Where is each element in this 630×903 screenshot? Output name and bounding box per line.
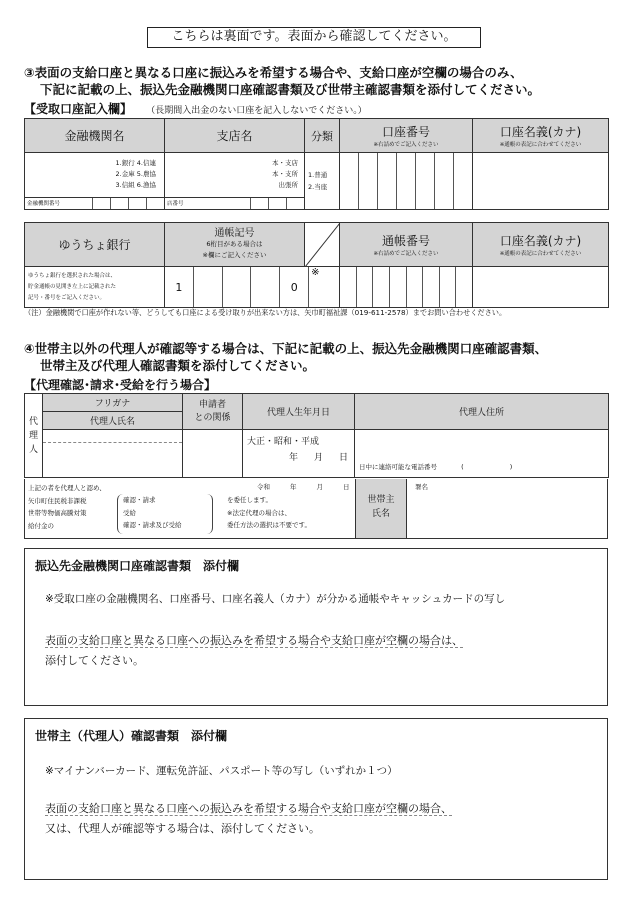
agent-name-input[interactable] [43, 430, 183, 478]
delegation-month-label: 月 [316, 483, 323, 491]
agent-table [24, 393, 609, 478]
account-number-header: 口座番号 [381, 125, 430, 139]
delegation-day-label: 日 [343, 483, 350, 491]
passbook-symbol-header: 通帳記号 [214, 228, 255, 239]
passbook-number-input[interactable] [340, 267, 473, 308]
address-input[interactable] [355, 430, 609, 478]
diagonal-line [305, 223, 340, 267]
passbook-symbol-input[interactable] [165, 267, 340, 308]
bank-type-2: 2.金庫 5.農協 [115, 170, 156, 179]
section4-heading-line2: 世帯主及び代理人確認書類を添付してください。 [40, 358, 316, 373]
branch-type-1: 本・支店 [272, 159, 298, 168]
era-options: 大正・昭和・平成 [247, 437, 320, 447]
section4-heading-line1: ④世帯主以外の代理人が確認等する場合は、下記に記載の上、振込先金融機関口座確認書類、 [24, 341, 548, 356]
branch-type-3: 出張所 [278, 181, 298, 190]
head-doc-instruction-line1: 表面の支給口座と異なる口座への振込みを希望する場合や支給口座が空欄の場合、 [45, 802, 452, 815]
account-number-header-cell [340, 119, 473, 153]
branch-code-label: 店番号 [167, 201, 184, 208]
passbook-symbol-note2: ※欄にご記入ください [202, 251, 267, 259]
yucho-instruction-line1: ゆうちょ銀行を選択された場合は、 [28, 272, 117, 279]
bank-code-input[interactable] [25, 197, 165, 209]
phone-paren-close: ) [509, 463, 513, 471]
birthdate-header: 代理人生年月日 [243, 394, 355, 430]
delegation-option-both[interactable]: 確認・請求及び受給 [123, 521, 182, 529]
yucho-name-header: 口座名義(カナ) [499, 234, 582, 248]
section3-heading [24, 64, 614, 98]
account-type-current: 2.当座 [308, 183, 328, 191]
yucho-table [24, 222, 609, 308]
head-doc-instruction [45, 799, 452, 839]
section4-subtitle: 【代理確認･請求･受給を行う場合】 [24, 378, 217, 392]
yucho-bank-label: ゆうちょ銀行 [25, 223, 165, 267]
passbook-number-header-cell [340, 223, 473, 267]
passbook-number-note: ※右詰めでご記入ください [373, 251, 439, 257]
symbol-digit-1: 1 [175, 280, 183, 294]
delegation-line3: 世帯等物価高騰対策 [28, 509, 87, 517]
bank-account-table [24, 118, 609, 210]
yucho-name-input[interactable] [473, 267, 609, 308]
branch-type-2: 本・支所 [272, 170, 298, 179]
delegation-line4: 給付金の [28, 521, 54, 530]
relation-label1: 申請者 [198, 399, 226, 410]
branch-name-input-cell[interactable] [165, 153, 305, 198]
account-number-input[interactable] [340, 153, 473, 210]
bank-doc-note: ※受取口座の金融機関名、口座番号、口座名義人（カナ）が分かる通帳やキャッシュカードの写し [45, 593, 506, 605]
bank-doc-instruction [45, 631, 463, 671]
account-name-note: ※通帳の表記に合わせてください [499, 142, 582, 148]
yucho-instructions [25, 267, 165, 308]
agent-name-label: 代理人氏名 [43, 412, 183, 430]
head-doc-instruction-line2: 又は、代理人が確認等する場合は、添付してください。 [45, 822, 320, 835]
delegation-year-label: 年 [290, 483, 297, 491]
delegation-right-line1: を委任します。 [227, 496, 272, 504]
section3-subtitle: 【受取口座記入欄】 [24, 102, 133, 116]
agent-side-char3: 人 [28, 444, 38, 455]
agent-side-char2: 理 [28, 430, 38, 441]
head-doc-note: ※マイナンバーカード、運転免許証、パスポート等の写し（いずれか１つ） [45, 765, 398, 777]
agent-side-char1: 代 [28, 416, 38, 427]
branch-name-header: 支店名 [165, 119, 305, 153]
bank-doc-title: 振込先金融機関口座確認書類 添付欄 [35, 559, 240, 573]
symbol-extra-mark: ※ [308, 267, 339, 307]
account-type-ordinary: 1.普通 [308, 171, 328, 179]
phone-paren-open: ( [461, 463, 464, 471]
bank-type-1: 1.銀行 4.信連 [115, 159, 156, 168]
yucho-instruction-line2: 貯金通帳の見開き左上に記載された [28, 283, 117, 290]
section3-heading-line1: ③表面の支給口座と異なる口座に振込みを希望する場合や、支給口座が空欄の場合のみ、 [24, 65, 523, 80]
bank-doc-instruction-line2: 添付してください。 [45, 654, 144, 667]
relation-header [183, 394, 243, 430]
head-doc-title: 世帯主（代理人）確認書類 添付欄 [35, 729, 228, 743]
yucho-name-header-cell [473, 223, 609, 267]
section3-heading-line2: 下記に記載の上、振込先金融機関口座確認書類及び世帯主確認書類を添付してください。 [40, 82, 541, 97]
account-type-cell[interactable] [305, 153, 340, 210]
delegation-option-receive[interactable]: 受給 [123, 508, 136, 517]
relation-input[interactable] [183, 430, 243, 478]
passbook-symbol-note1: 6桁目がある場合は [206, 240, 263, 248]
phone-label: 日中に連絡可能な電話番号 [359, 463, 437, 471]
passbook-symbol-header-cell [165, 223, 305, 267]
birthdate-input[interactable] [243, 430, 355, 478]
signature-label: 署名 [415, 483, 428, 491]
branch-code-input[interactable] [165, 197, 305, 209]
delegation-options[interactable] [123, 494, 182, 532]
delegation-block [24, 479, 608, 539]
account-name-header-cell [473, 119, 609, 153]
account-number-note: ※右詰めでご記入ください [373, 142, 439, 148]
address-header: 代理人住所 [355, 394, 609, 430]
section4-heading [24, 340, 614, 374]
yucho-instruction-line3: 記号・番号をご記入ください。 [28, 294, 106, 301]
birth-year-label: 年 [288, 453, 298, 463]
delegation-right-text [227, 494, 311, 532]
bank-type-3: 3.信組 6.漁協 [115, 181, 156, 190]
head-label2: 氏名 [371, 509, 390, 519]
bank-doc-attachment-box[interactable] [24, 548, 608, 706]
section3-footnote: （注）金融機関で口座が作れない等、どうしても口座による受け取りが出来ない方は、矢巾町福祉課（019-611-2578）までお問い合わせください。 [24, 308, 507, 317]
delegation-right-line2: ※法定代理の場合は、 [227, 508, 291, 517]
section3-subtitle-note: （長期間入出金のない口座を記入しないでください。） [146, 106, 367, 116]
delegation-line1: 上記の者を代理人と認め、 [28, 484, 106, 492]
back-side-notice: こちらは裏面です。表面から確認してください。 [147, 27, 481, 48]
bank-doc-instruction-line1: 表面の支給口座と異なる口座への振込みを希望する場合や支給口座が空欄の場合は、 [45, 634, 463, 647]
head-label1: 世帯主 [367, 495, 395, 505]
account-name-input[interactable] [473, 153, 609, 210]
passbook-number-header: 通帳番号 [381, 234, 430, 248]
furigana-label: フリガナ [43, 394, 183, 412]
delegation-line2: 矢巾町住民税非課税 [28, 496, 87, 505]
delegation-right-line3: 委任方法の選択は不要です。 [227, 521, 311, 529]
yucho-name-note: ※通帳の表記に合わせてください [499, 251, 582, 257]
bank-name-input-cell[interactable] [25, 153, 165, 198]
diagonal-cell [305, 223, 340, 267]
relation-label2: との関係 [194, 412, 231, 423]
symbol-digit-5: 0 [279, 267, 308, 307]
delegation-date[interactable] [257, 482, 350, 491]
delegation-option-confirm[interactable]: 確認・請求 [123, 496, 156, 504]
delegation-text [28, 482, 106, 532]
bank-code-label: 金融機関番号 [27, 201, 61, 208]
birth-day-label: 日 [338, 453, 348, 463]
account-type-header: 分類 [305, 119, 340, 153]
section3-subtitle-row [24, 100, 614, 117]
head-name-label [355, 479, 407, 538]
bank-name-header: 金融機関名 [25, 119, 165, 153]
agent-side-label [25, 394, 43, 478]
account-name-header: 口座名義(カナ) [499, 125, 582, 139]
head-doc-attachment-box[interactable] [24, 718, 608, 880]
birth-month-label: 月 [313, 453, 323, 463]
reiwa-label: 令和 [257, 483, 270, 491]
